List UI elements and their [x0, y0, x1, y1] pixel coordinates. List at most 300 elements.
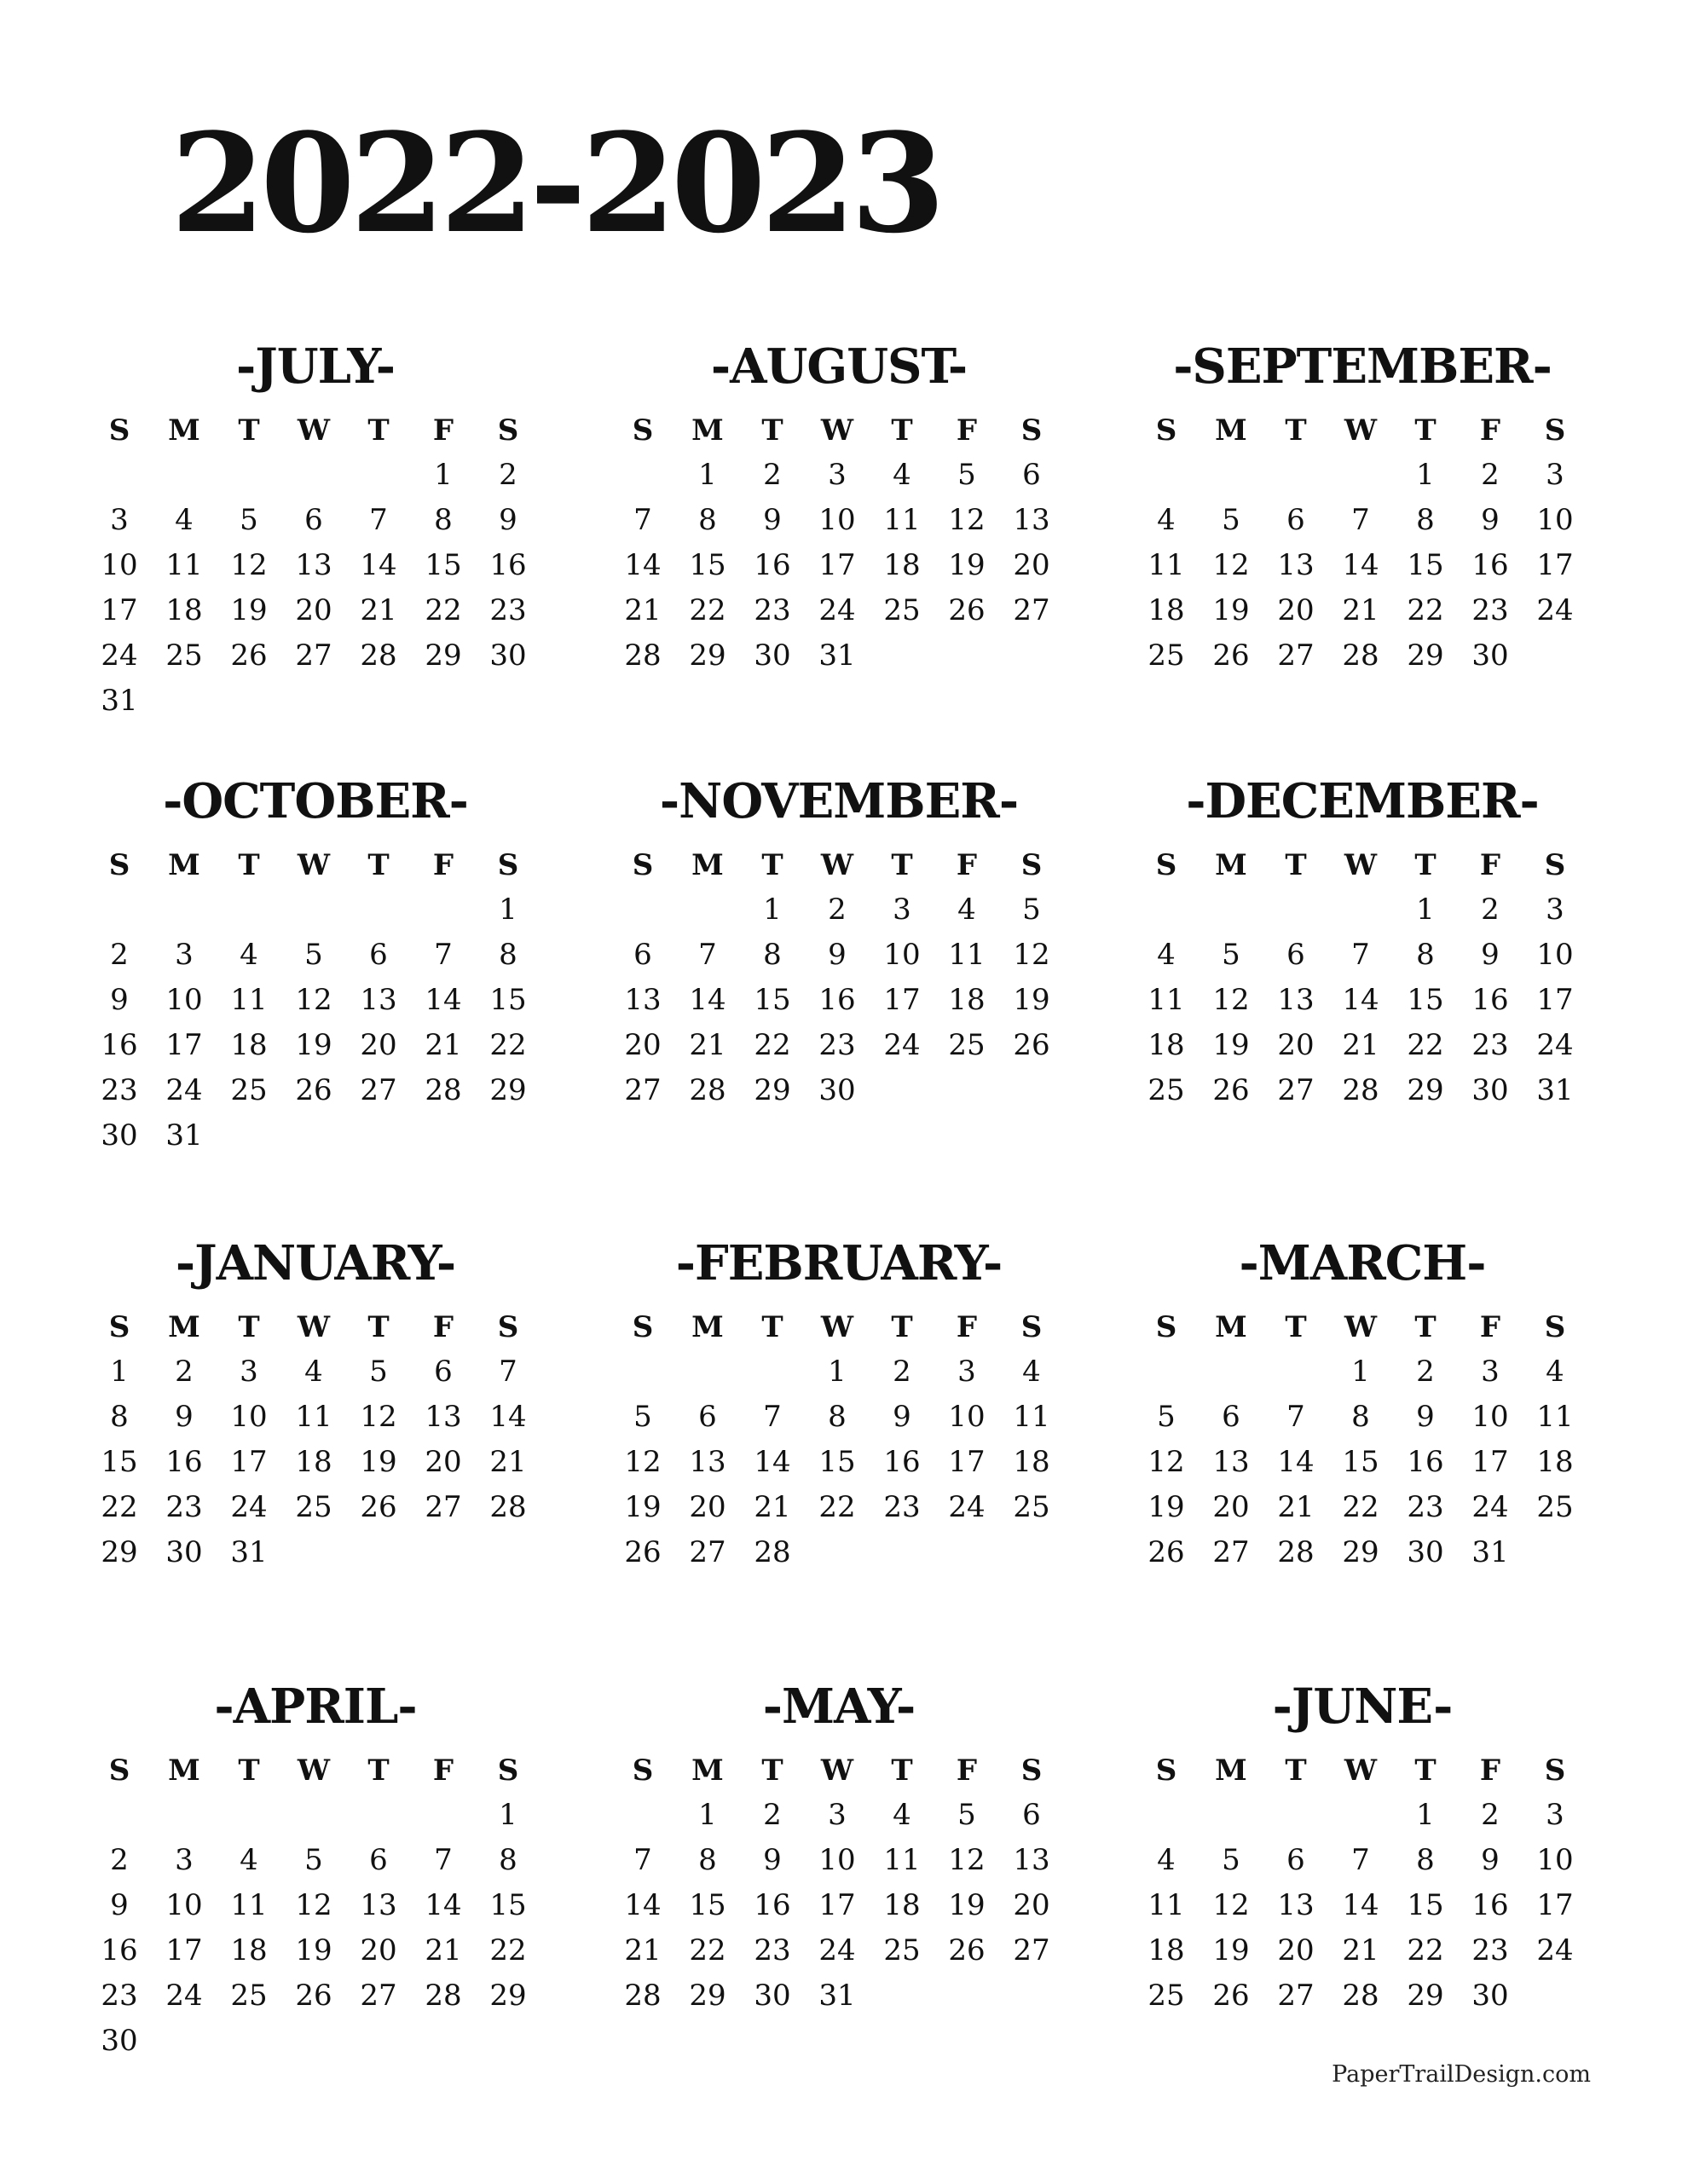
weekday-label: M — [1215, 1754, 1247, 1788]
day-number: 18 — [948, 983, 986, 1017]
weekday-header — [1107, 409, 1618, 452]
day-number: 15 — [689, 1888, 726, 1922]
day-number: 30 — [818, 1073, 856, 1107]
day-number: 22 — [101, 1490, 138, 1524]
day-number: 25 — [1147, 1979, 1185, 2013]
weekday-label: T — [1285, 1754, 1307, 1788]
day-number: 12 — [1013, 938, 1050, 972]
day-number: 26 — [948, 593, 986, 627]
day-number: 20 — [1277, 1028, 1315, 1062]
weekday-label: F — [1479, 1754, 1501, 1788]
day-number: 19 — [295, 1933, 332, 1967]
day-number: 13 — [1277, 983, 1315, 1017]
weekday-label: F — [432, 413, 454, 448]
day-number: 21 — [425, 1028, 462, 1062]
day-number: 19 — [1212, 1933, 1250, 1967]
day-number: 5 — [1022, 893, 1041, 927]
day-number: 25 — [1536, 1490, 1574, 1524]
day-number: 27 — [1212, 1535, 1250, 1569]
day-number: 19 — [1212, 1028, 1250, 1062]
day-number: 12 — [948, 1843, 986, 1877]
day-number: 8 — [434, 503, 453, 537]
day-number: 13 — [425, 1400, 462, 1434]
day-number: 15 — [425, 548, 462, 582]
weekday-label: S — [108, 1754, 130, 1788]
day-number: 21 — [425, 1933, 462, 1967]
day-number: 10 — [1536, 938, 1574, 972]
day-number: 6 — [369, 938, 388, 972]
day-number: 10 — [1471, 1400, 1509, 1434]
day-number: 16 — [1407, 1445, 1444, 1479]
day-number: 1 — [698, 1798, 717, 1832]
day-number: 21 — [1277, 1490, 1315, 1524]
day-number: 2 — [1481, 458, 1500, 492]
weekday-label: T — [367, 413, 390, 448]
day-number: 21 — [1342, 1933, 1379, 1967]
day-number: 25 — [883, 593, 921, 627]
day-number: 25 — [165, 638, 203, 673]
day-number: 8 — [828, 1400, 847, 1434]
day-number: 3 — [828, 458, 847, 492]
day-number: 1 — [499, 1798, 517, 1832]
day-number: 11 — [1536, 1400, 1574, 1434]
weekday-label: F — [1479, 1310, 1501, 1344]
day-number: 7 — [698, 938, 717, 972]
day-number: 16 — [101, 1028, 138, 1062]
weekday-label: W — [1344, 413, 1378, 448]
day-number: 7 — [1351, 938, 1370, 972]
day-number: 13 — [1277, 1888, 1315, 1922]
day-number: 18 — [295, 1445, 332, 1479]
day-number: 22 — [1342, 1490, 1379, 1524]
day-number: 2 — [763, 1798, 782, 1832]
day-number: 3 — [175, 938, 194, 972]
day-number: 18 — [165, 593, 203, 627]
weekday-label: W — [1344, 1754, 1378, 1788]
day-number: 12 — [1212, 548, 1250, 582]
day-number: 22 — [754, 1028, 791, 1062]
day-number: 8 — [1416, 1843, 1435, 1877]
day-number: 27 — [1277, 1073, 1315, 1107]
weekday-label: W — [820, 848, 854, 882]
day-number: 8 — [110, 1400, 129, 1434]
day-number: 15 — [1407, 983, 1444, 1017]
day-number: 13 — [295, 548, 332, 582]
day-number: 10 — [230, 1400, 268, 1434]
day-number: 9 — [110, 983, 129, 1017]
day-number: 1 — [1416, 1798, 1435, 1832]
weekday-label: W — [297, 413, 331, 448]
day-number: 27 — [624, 1073, 662, 1107]
day-number: 31 — [818, 638, 856, 673]
day-number: 3 — [110, 503, 129, 537]
day-number: 30 — [489, 638, 527, 673]
day-number: 7 — [1286, 1400, 1305, 1434]
day-number: 12 — [624, 1445, 662, 1479]
day-number: 22 — [425, 593, 462, 627]
weekday-label: T — [761, 848, 783, 882]
weekday-label: S — [1020, 413, 1043, 448]
day-number: 9 — [893, 1400, 911, 1434]
day-number: 14 — [624, 548, 662, 582]
day-number: 25 — [1147, 1073, 1185, 1107]
day-number: 27 — [1013, 593, 1050, 627]
day-number: 17 — [101, 593, 138, 627]
day-number: 8 — [499, 1843, 517, 1877]
day-number: 6 — [434, 1355, 453, 1389]
month-title: -MAY- — [762, 1678, 916, 1735]
day-number: 18 — [1536, 1445, 1574, 1479]
day-number: 4 — [1157, 503, 1176, 537]
day-number: 12 — [948, 503, 986, 537]
day-number: 14 — [425, 1888, 462, 1922]
day-number: 3 — [175, 1843, 194, 1877]
day-number: 4 — [304, 1355, 323, 1389]
weekday-label: W — [297, 848, 331, 882]
weekday-label: S — [1155, 1754, 1177, 1788]
day-number: 26 — [624, 1535, 662, 1569]
day-number: 24 — [1471, 1490, 1509, 1524]
day-number: 7 — [763, 1400, 782, 1434]
weekday-label: M — [1215, 848, 1247, 882]
weekday-label: T — [761, 1310, 783, 1344]
day-number: 3 — [1546, 458, 1564, 492]
weekday-label: T — [1414, 1754, 1437, 1788]
weekday-label: T — [238, 1754, 260, 1788]
day-number: 28 — [624, 1979, 662, 2013]
day-number: 13 — [1277, 548, 1315, 582]
day-number: 13 — [1212, 1445, 1250, 1479]
day-number: 29 — [489, 1979, 527, 2013]
weekday-header — [60, 1749, 571, 1792]
day-number: 2 — [763, 458, 782, 492]
day-number: 30 — [165, 1535, 203, 1569]
day-number: 5 — [957, 1798, 976, 1832]
day-number: 19 — [948, 548, 986, 582]
day-number: 28 — [1277, 1535, 1315, 1569]
day-number: 10 — [818, 1843, 856, 1877]
day-number: 18 — [1147, 1933, 1185, 1967]
day-number: 18 — [1013, 1445, 1050, 1479]
weekday-label: M — [168, 848, 200, 882]
day-number: 16 — [818, 983, 856, 1017]
day-number: 3 — [957, 1355, 976, 1389]
weekday-label: T — [1285, 1310, 1307, 1344]
day-number: 4 — [893, 1798, 911, 1832]
weekday-label: M — [168, 413, 200, 448]
day-number: 10 — [165, 983, 203, 1017]
day-number: 5 — [1157, 1400, 1176, 1434]
day-number: 2 — [175, 1355, 194, 1389]
day-number: 31 — [1471, 1535, 1509, 1569]
day-number: 25 — [230, 1979, 268, 2013]
day-number: 6 — [304, 503, 323, 537]
day-number: 19 — [295, 1028, 332, 1062]
day-number: 26 — [1212, 638, 1250, 673]
day-number: 17 — [1536, 1888, 1574, 1922]
weekday-header — [583, 409, 1095, 452]
day-number: 18 — [1147, 1028, 1185, 1062]
day-number: 31 — [818, 1979, 856, 2013]
weekday-label: S — [497, 848, 519, 882]
website-credit: PaperTrailDesign.com — [1332, 2061, 1591, 2088]
day-number: 25 — [1013, 1490, 1050, 1524]
day-number: 5 — [633, 1400, 652, 1434]
day-number: 28 — [360, 638, 397, 673]
weekday-label: S — [497, 413, 519, 448]
day-number: 14 — [489, 1400, 527, 1434]
day-number: 25 — [295, 1490, 332, 1524]
day-number: 4 — [240, 938, 258, 972]
day-number: 8 — [763, 938, 782, 972]
day-number: 7 — [633, 503, 652, 537]
day-number: 27 — [360, 1979, 397, 2013]
weekday-label: F — [432, 848, 454, 882]
weekday-label: S — [1020, 1310, 1043, 1344]
day-number: 3 — [828, 1798, 847, 1832]
day-number: 13 — [1013, 503, 1050, 537]
day-number: 6 — [1022, 458, 1041, 492]
day-number: 17 — [948, 1445, 986, 1479]
day-number: 28 — [425, 1979, 462, 2013]
day-number: 2 — [828, 893, 847, 927]
day-number: 27 — [1277, 638, 1315, 673]
day-number: 22 — [1407, 1028, 1444, 1062]
day-number: 6 — [369, 1843, 388, 1877]
day-number: 1 — [1416, 893, 1435, 927]
day-number: 7 — [1351, 503, 1370, 537]
day-number: 29 — [1407, 1073, 1444, 1107]
day-number: 19 — [1147, 1490, 1185, 1524]
day-number: 29 — [1342, 1535, 1379, 1569]
weekday-label: S — [632, 1310, 654, 1344]
day-number: 15 — [489, 983, 527, 1017]
day-number: 9 — [1481, 938, 1500, 972]
day-number: 1 — [110, 1355, 129, 1389]
weekday-label: T — [1414, 1310, 1437, 1344]
day-number: 1 — [698, 458, 717, 492]
day-number: 22 — [689, 1933, 726, 1967]
day-number: 23 — [883, 1490, 921, 1524]
day-number: 6 — [1022, 1798, 1041, 1832]
day-number: 21 — [1342, 1028, 1379, 1062]
day-number: 30 — [754, 1979, 791, 2013]
day-number: 29 — [689, 638, 726, 673]
weekday-label: S — [632, 1754, 654, 1788]
day-number: 12 — [295, 1888, 332, 1922]
day-number: 13 — [360, 1888, 397, 1922]
weekday-label: M — [691, 848, 724, 882]
day-number: 15 — [754, 983, 791, 1017]
day-number: 12 — [1212, 983, 1250, 1017]
day-number: 19 — [360, 1445, 397, 1479]
weekday-label: S — [1544, 848, 1566, 882]
weekday-label: S — [497, 1310, 519, 1344]
day-number: 9 — [1416, 1400, 1435, 1434]
day-number: 2 — [1481, 1798, 1500, 1832]
day-number: 7 — [633, 1843, 652, 1877]
day-number: 22 — [489, 1028, 527, 1062]
day-number: 20 — [1277, 1933, 1315, 1967]
day-number: 16 — [754, 548, 791, 582]
day-number: 21 — [624, 1933, 662, 1967]
day-number: 15 — [818, 1445, 856, 1479]
day-number: 30 — [101, 1118, 138, 1153]
day-number: 16 — [1471, 1888, 1509, 1922]
day-number: 21 — [689, 1028, 726, 1062]
day-number: 10 — [948, 1400, 986, 1434]
day-number: 5 — [304, 1843, 323, 1877]
day-number: 18 — [883, 1888, 921, 1922]
weekday-label: F — [956, 1310, 978, 1344]
month-title: -APRIL- — [214, 1678, 417, 1735]
day-number: 29 — [754, 1073, 791, 1107]
day-number: 6 — [1222, 1400, 1240, 1434]
day-number: 20 — [1013, 548, 1050, 582]
day-number: 19 — [1013, 983, 1050, 1017]
day-number: 3 — [1546, 893, 1564, 927]
day-number: 23 — [489, 593, 527, 627]
day-number: 25 — [230, 1073, 268, 1107]
day-number: 8 — [1416, 938, 1435, 972]
weekday-header — [60, 409, 571, 452]
day-number: 20 — [1013, 1888, 1050, 1922]
day-number: 5 — [957, 458, 976, 492]
day-number: 28 — [1342, 638, 1379, 673]
weekday-label: S — [1155, 413, 1177, 448]
day-number: 16 — [101, 1933, 138, 1967]
day-number: 6 — [1286, 938, 1305, 972]
day-number: 21 — [360, 593, 397, 627]
day-number: 23 — [1407, 1490, 1444, 1524]
weekday-header — [60, 1306, 571, 1349]
day-number: 17 — [165, 1028, 203, 1062]
day-number: 24 — [165, 1979, 203, 2013]
day-number: 7 — [499, 1355, 517, 1389]
month-title: -JANUARY- — [175, 1235, 456, 1291]
day-number: 17 — [1536, 548, 1574, 582]
month-title: -OCTOBER- — [163, 773, 468, 829]
day-number: 5 — [1222, 503, 1240, 537]
day-number: 31 — [230, 1535, 268, 1569]
weekday-header — [1107, 1306, 1618, 1349]
day-number: 5 — [304, 938, 323, 972]
day-number: 28 — [425, 1073, 462, 1107]
weekday-label: F — [1479, 848, 1501, 882]
day-number: 6 — [1286, 503, 1305, 537]
day-number: 20 — [425, 1445, 462, 1479]
day-number: 4 — [1157, 1843, 1176, 1877]
day-number: 5 — [240, 503, 258, 537]
day-number: 27 — [1277, 1979, 1315, 2013]
weekday-header — [583, 1749, 1095, 1792]
day-number: 9 — [1481, 1843, 1500, 1877]
day-number: 24 — [101, 638, 138, 673]
day-number: 19 — [948, 1888, 986, 1922]
day-number: 6 — [1286, 1843, 1305, 1877]
day-number: 17 — [883, 983, 921, 1017]
day-number: 12 — [1212, 1888, 1250, 1922]
weekday-label: W — [1344, 1310, 1378, 1344]
day-number: 14 — [425, 983, 462, 1017]
day-number: 13 — [624, 983, 662, 1017]
day-number: 6 — [633, 938, 652, 972]
day-number: 9 — [175, 1400, 194, 1434]
day-number: 3 — [893, 893, 911, 927]
day-number: 21 — [489, 1445, 527, 1479]
month-title: -DECEMBER- — [1186, 773, 1539, 829]
day-number: 14 — [1277, 1445, 1315, 1479]
day-number: 16 — [1471, 548, 1509, 582]
weekday-label: T — [891, 413, 913, 448]
day-number: 2 — [110, 938, 129, 972]
day-number: 11 — [883, 503, 921, 537]
day-number: 8 — [698, 1843, 717, 1877]
weekday-label: W — [820, 1754, 854, 1788]
day-number: 27 — [1013, 1933, 1050, 1967]
day-number: 25 — [1147, 638, 1185, 673]
day-number: 29 — [1407, 1979, 1444, 2013]
day-number: 2 — [1416, 1355, 1435, 1389]
day-number: 9 — [763, 503, 782, 537]
weekday-label: W — [820, 413, 854, 448]
day-number: 13 — [360, 983, 397, 1017]
day-number: 1 — [1416, 458, 1435, 492]
day-number: 10 — [101, 548, 138, 582]
day-number: 15 — [1407, 548, 1444, 582]
month-title: -FEBRUARY- — [675, 1235, 1003, 1291]
day-number: 28 — [489, 1490, 527, 1524]
day-number: 7 — [1351, 1843, 1370, 1877]
day-number: 17 — [1471, 1445, 1509, 1479]
day-number: 24 — [230, 1490, 268, 1524]
weekday-label: T — [761, 413, 783, 448]
day-number: 27 — [295, 638, 332, 673]
weekday-label: F — [956, 848, 978, 882]
day-number: 14 — [360, 548, 397, 582]
day-number: 23 — [165, 1490, 203, 1524]
day-number: 11 — [165, 548, 203, 582]
month-title: -AUGUST- — [710, 338, 968, 395]
day-number: 20 — [360, 1933, 397, 1967]
day-number: 28 — [1342, 1979, 1379, 2013]
day-number: 6 — [698, 1400, 717, 1434]
day-number: 22 — [1407, 1933, 1444, 1967]
weekday-label: M — [1215, 1310, 1247, 1344]
day-number: 28 — [689, 1073, 726, 1107]
day-number: 24 — [883, 1028, 921, 1062]
day-number: 31 — [165, 1118, 203, 1153]
day-number: 3 — [240, 1355, 258, 1389]
day-number: 3 — [1481, 1355, 1500, 1389]
day-number: 1 — [763, 893, 782, 927]
day-number: 7 — [434, 1843, 453, 1877]
day-number: 20 — [624, 1028, 662, 1062]
day-number: 29 — [425, 638, 462, 673]
day-number: 11 — [1147, 983, 1185, 1017]
day-number: 29 — [1407, 638, 1444, 673]
day-number: 23 — [754, 1933, 791, 1967]
month-title: -NOVEMBER- — [659, 773, 1019, 829]
day-number: 23 — [1471, 593, 1509, 627]
day-number: 4 — [893, 458, 911, 492]
day-number: 4 — [1546, 1355, 1564, 1389]
day-number: 28 — [754, 1535, 791, 1569]
day-number: 24 — [1536, 1028, 1574, 1062]
weekday-label: W — [297, 1754, 331, 1788]
day-number: 8 — [499, 938, 517, 972]
day-number: 24 — [1536, 593, 1574, 627]
